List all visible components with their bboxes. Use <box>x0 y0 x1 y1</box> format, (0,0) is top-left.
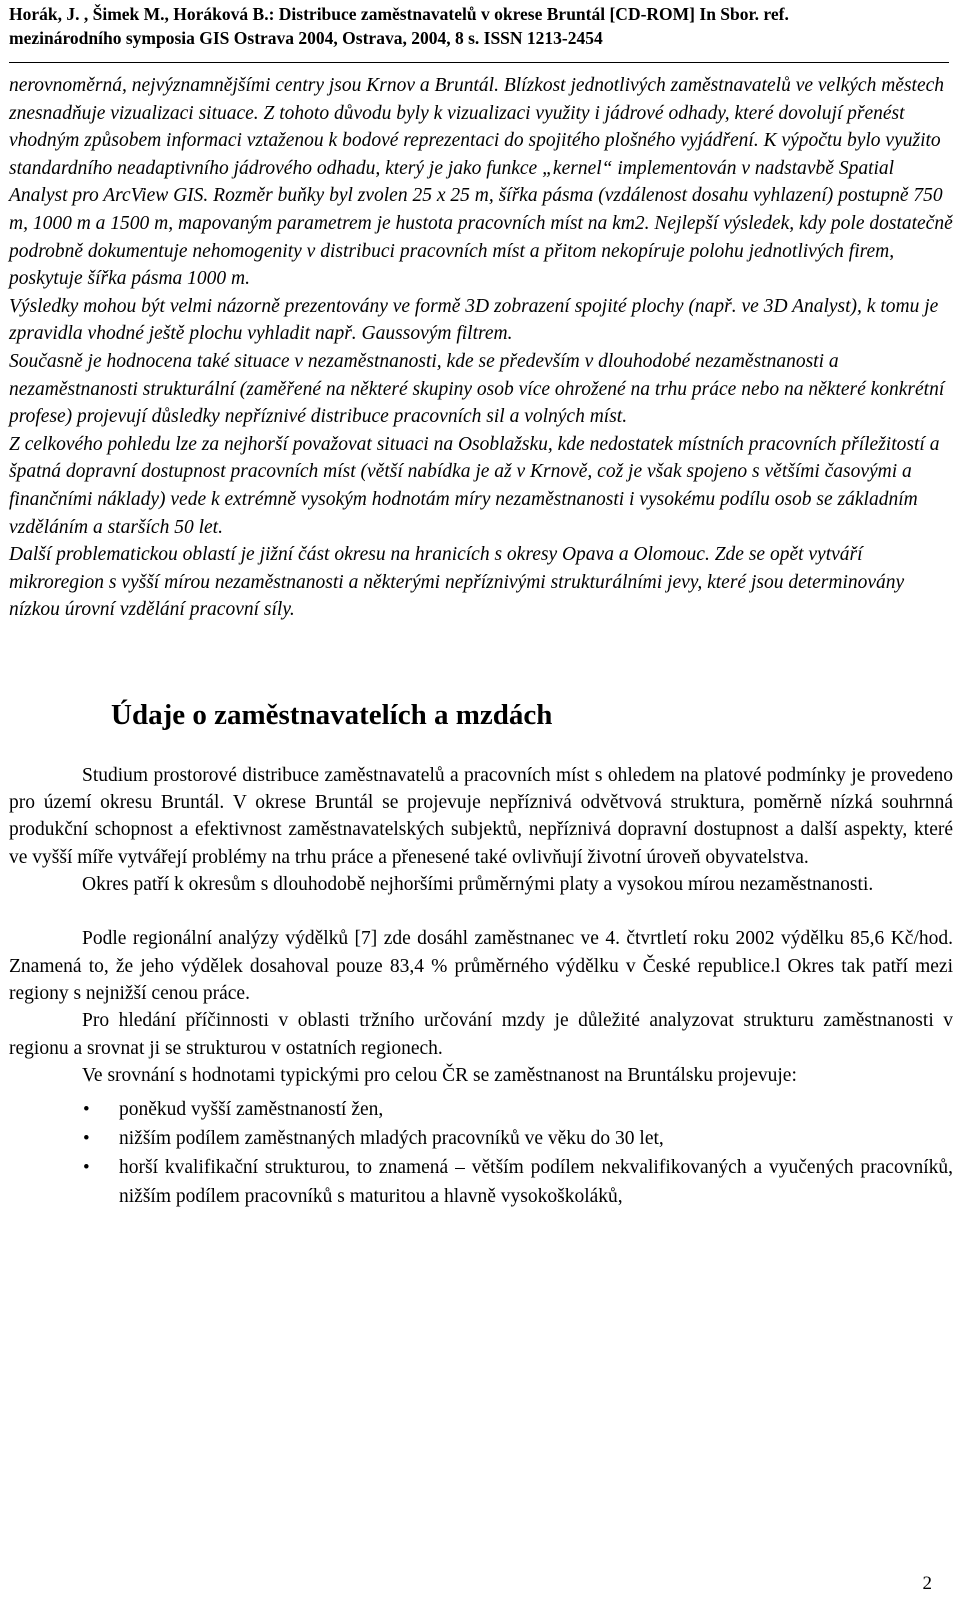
italic-paragraph: Výsledky mohou být velmi názorně prezentovány ve formě 3D zobrazení spojité plochy (např. ve 3D Analyst), k tomu je zpravidla vhodné ještě plochu vyhladit např. Gaussovým filtrem. <box>9 295 939 345</box>
header-line-1: Horák, J. , Šimek M., Horáková B.: Distribuce zaměstnavatelů v okrese Bruntál [CD-ROM] In Sbor. ref. <box>9 4 789 24</box>
body-paragraph: Pro hledání příčinnosti v oblasti tržního určování mzdy je důležité analyzovat strukturu zaměstnanosti v regionu a srovnat ji se strukturou v ostatních regionech. <box>9 1010 953 1059</box>
list-item-text: nižším podílem zaměstnaných mladých pracovníků ve věku do 30 let, <box>119 1128 664 1150</box>
bullet-icon: • <box>83 1157 90 1179</box>
body-paragraph: Ve srovnání s hodnotami typickými pro celou ČR se zaměstnanost na Bruntálsku projevuje: <box>82 1064 797 1086</box>
list-item <box>9 1095 953 1124</box>
list-item <box>9 1124 953 1153</box>
body-paragraph: Studium prostorové distribuce zaměstnavatelů a pracovních míst s ohledem na platové podmínky je provedeno pro území okresu Bruntál. V okrese Bruntál se projevuje nepříznivá odvětvová struktura, poměrně nízká souhrnná produkční schopnost a efektivnost zaměstnavatelských subjektů, nepříznivá dopravní dostupnost a další aspekty, které ve vyšší míře vytvářejí problémy na trhu práce a přenesené také ovlivňují životní úroveň obyvatelstva. <box>9 764 953 868</box>
bullet-icon: • <box>83 1128 90 1150</box>
header-line-2: mezinárodního symposia GIS Ostrava 2004, Ostrava, 2004, 8 s. ISSN 1213-2454 <box>9 28 603 48</box>
italic-paragraph: Další problematickou oblastí je jižní část okresu na hranicích s okresy Opava a Olomouc. Zde se opět vytváří mikroregion s vyšší mírou nezaměstnanosti a některými nepříznivými strukturálními jevy, které jsou determinovány nízkou úrovní vzdělání pracovní síly. <box>9 544 905 621</box>
italic-paragraph: Z celkového pohledu lze za nejhorší považovat situaci na Osoblažsku, kde nedostatek místních pracovních příležitostí a špatná dopravní dostupnost pracovních míst (větší nabídka je až v Krnově, což je však spojeno s většími časovými a finančními náklady) vede k extrémně vysokým hodnotám míry nezaměstnanosti i vysokému podílu osob se základním vzděláním a starších 50 let. <box>9 433 940 538</box>
body-paragraph: Podle regionální analýzy výdělků [7] zde dosáhl zaměstnanec ve 4. čtvrtletí roku 2002 výdělku 85,6 Kč/hod. Znamená to, že jeho výdělek dosahoval pouze 83,4 % průměrného výdělku v České republice.l Okres tak patří mezi regiony s nejnižší cenou práce. <box>9 928 953 1004</box>
body-paragraph: Okres patří k okresům s dlouhodobě nejhoršími průměrnými platy a vysokou mírou nezaměstnanosti. <box>82 874 874 896</box>
italic-paragraph: nerovnoměrná, nejvýznamnějšími centry jsou Krnov a Bruntál. Blízkost jednotlivých zaměstnavatelů ve velkých městech znesnadňuje vizualizaci situace. Z tohoto důvodu byly k vizualizaci využity i jádrové odhady, které dovolují přenést vhodným způsobem informaci vztaženou k bodové reprezentaci do spojitého plošného vyjádření. K výpočtu bylo využito standardního neadaptivního jádrového odhadu, který je jako funkce „kernel“ implementován v nadstavbě Spatial Analyst pro ArcView GIS. Rozměr buňky byl zvolen 25 x 25 m, šířka pásma (vzdálenost dosahu vyhlazení) postupně 750 m, 1000 m a 1500 m, mapovaným parametrem je hustota pracovních míst na km2. Nejlepší výsledek, kdy pole dostatečně podrobně dokumentuje nehomogenity v distribuci pracovních míst a přitom nekopíruje polohu jednotlivých firem, poskytuje šířka pásma 1000 m. <box>9 75 953 290</box>
page-header <box>9 2 949 63</box>
body-section <box>9 762 953 1211</box>
section-heading: Údaje o zaměstnavatelích a mzdách <box>111 698 553 731</box>
bullet-icon: • <box>83 1099 90 1121</box>
list-item-text: horší kvalifikační strukturou, to znamená – větším podílem nekvalifikovaných a vyučených pracovníků, nižším podílem pracovníků s maturitou a hlavně vysokoškoláků, <box>119 1157 953 1208</box>
italic-section <box>9 72 953 624</box>
bullet-list <box>9 1095 953 1211</box>
list-item-text: poněkud vyšší zaměstnaností žen, <box>119 1099 384 1121</box>
document-body <box>9 72 953 1211</box>
list-item <box>9 1153 953 1211</box>
page-number: 2 <box>922 1573 932 1594</box>
italic-paragraph: Současně je hodnocena také situace v nezaměstnanosti, kde se především v dlouhodobé nezaměstnanosti a nezaměstnanosti strukturální (zaměřené na některé skupiny osob více ohrožené na trhu práce nebo na některé konkrétní profese) projevují důsledky nepříznivé distribuce pracovních sil a volných míst. <box>9 350 945 428</box>
